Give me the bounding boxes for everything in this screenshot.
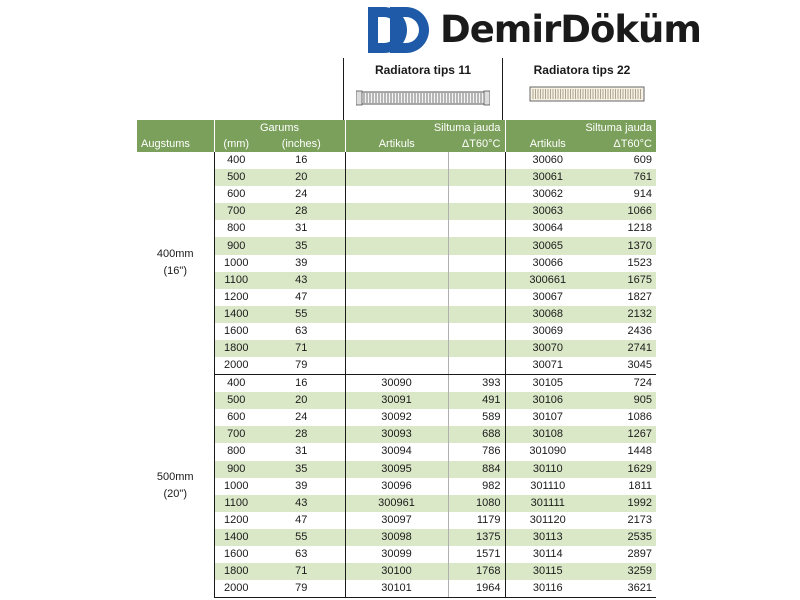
table-row (137, 323, 656, 340)
table-row (137, 306, 656, 323)
table-row (137, 186, 656, 203)
heat-output-11-cell: 589 (448, 409, 505, 426)
length-inches-cell: 35 (258, 237, 345, 254)
article-11-cell (345, 152, 448, 169)
heat-output-22-cell: 2741 (590, 340, 656, 357)
article-11-cell: 300961 (345, 495, 448, 512)
heat-output-22-cell: 1086 (590, 409, 656, 426)
article-11-cell (345, 357, 448, 375)
article-22-cell: 30069 (505, 323, 590, 340)
heat-output-22-cell: 1218 (590, 220, 656, 237)
header-augstums: Augstums (137, 136, 214, 152)
article-11-cell: 30092 (345, 409, 448, 426)
header-garums: Garums (214, 120, 345, 136)
article-22-cell: 30065 (505, 237, 590, 254)
length-inches-cell: 43 (258, 272, 345, 289)
height-group-label (137, 375, 214, 598)
length-mm-cell: 700 (214, 203, 258, 220)
length-mm-cell: 1400 (214, 306, 258, 323)
length-inches-cell: 31 (258, 443, 345, 460)
article-11-cell (345, 186, 448, 203)
table-body (137, 152, 656, 598)
length-mm-cell: 1800 (214, 340, 258, 357)
article-11-cell (345, 272, 448, 289)
article-11-cell: 30099 (345, 546, 448, 563)
length-inches-cell: 24 (258, 409, 345, 426)
length-inches-cell: 43 (258, 495, 345, 512)
brand-name: DemirDöküm (440, 8, 701, 51)
article-11-cell: 30095 (345, 461, 448, 478)
length-inches-cell: 16 (258, 375, 345, 393)
length-mm-cell: 500 (214, 169, 258, 186)
article-11-cell (345, 220, 448, 237)
heat-output-22-cell: 1370 (590, 237, 656, 254)
article-11-cell: 30094 (345, 443, 448, 460)
table-row (137, 272, 656, 289)
table-row (137, 152, 656, 169)
heat-output-11-cell (448, 220, 505, 237)
table-row (137, 220, 656, 237)
header-dt-11: ΔT60°C (448, 136, 505, 152)
length-mm-cell: 2000 (214, 357, 258, 375)
article-22-cell: 30066 (505, 255, 590, 272)
length-mm-cell: 1800 (214, 563, 258, 580)
table-row (137, 580, 656, 598)
height-inches-label: (20") (163, 488, 187, 501)
heat-output-11-cell (448, 289, 505, 306)
length-inches-cell: 55 (258, 306, 345, 323)
heat-output-11-cell (448, 203, 505, 220)
table-row (137, 340, 656, 357)
heat-output-11-cell (448, 186, 505, 203)
article-22-cell: 300661 (505, 272, 590, 289)
length-inches-cell: 39 (258, 255, 345, 272)
article-22-cell: 30068 (505, 306, 590, 323)
brand-logo (366, 4, 701, 56)
length-mm-cell: 1600 (214, 546, 258, 563)
length-inches-cell: 47 (258, 512, 345, 529)
heat-output-22-cell: 2436 (590, 323, 656, 340)
article-22-cell: 301110 (505, 478, 590, 495)
length-mm-cell: 600 (214, 409, 258, 426)
heat-output-11-cell (448, 323, 505, 340)
heat-output-22-cell: 1675 (590, 272, 656, 289)
heat-output-22-cell: 3621 (590, 580, 656, 598)
article-22-cell: 30060 (505, 152, 590, 169)
radiator-type-11-icon (356, 90, 490, 106)
article-11-cell (345, 289, 448, 306)
article-22-cell: 301111 (505, 495, 590, 512)
heat-output-22-cell: 1448 (590, 443, 656, 460)
header-dt-22: ΔT60°C (590, 136, 656, 152)
length-mm-cell: 1200 (214, 289, 258, 306)
heat-output-22-cell: 1066 (590, 203, 656, 220)
length-inches-cell: 71 (258, 563, 345, 580)
heat-output-11-cell (448, 272, 505, 289)
article-11-cell: 30096 (345, 478, 448, 495)
heat-output-22-cell: 2897 (590, 546, 656, 563)
length-mm-cell: 900 (214, 461, 258, 478)
length-mm-cell: 400 (214, 375, 258, 393)
header-inches: (inches) (258, 136, 345, 152)
heat-output-11-cell (448, 237, 505, 254)
table-row (137, 203, 656, 220)
heat-output-22-cell: 2132 (590, 306, 656, 323)
heat-output-22-cell: 761 (590, 169, 656, 186)
dd-logo-icon (366, 5, 434, 55)
length-mm-cell: 800 (214, 220, 258, 237)
article-22-cell: 301090 (505, 443, 590, 460)
heat-output-22-cell: 1523 (590, 255, 656, 272)
article-11-cell: 30090 (345, 375, 448, 393)
length-mm-cell: 2000 (214, 580, 258, 598)
heat-output-11-cell: 1964 (448, 580, 505, 598)
heat-output-22-cell: 1629 (590, 461, 656, 478)
length-inches-cell: 16 (258, 152, 345, 169)
heat-output-11-cell (448, 152, 505, 169)
article-22-cell: 30061 (505, 169, 590, 186)
heat-output-11-cell: 1571 (448, 546, 505, 563)
length-inches-cell: 28 (258, 426, 345, 443)
article-11-cell: 30093 (345, 426, 448, 443)
length-inches-cell: 63 (258, 546, 345, 563)
article-11-cell (345, 237, 448, 254)
heat-output-11-cell: 491 (448, 392, 505, 409)
length-mm-cell: 400 (214, 152, 258, 169)
article-22-cell: 30108 (505, 426, 590, 443)
heat-output-11-cell (448, 169, 505, 186)
heat-output-22-cell: 3259 (590, 563, 656, 580)
heat-output-22-cell: 1267 (590, 426, 656, 443)
length-inches-cell: 24 (258, 186, 345, 203)
article-11-cell (345, 203, 448, 220)
header-artikuls-11: Artikuls (345, 136, 448, 152)
table-row (137, 375, 656, 393)
heat-output-11-cell: 688 (448, 426, 505, 443)
heat-output-22-cell: 1992 (590, 495, 656, 512)
article-11-cell: 30100 (345, 563, 448, 580)
article-11-cell (345, 340, 448, 357)
header-siltuma-jauda-11: Siltuma jauda (345, 120, 505, 136)
table-row (137, 529, 656, 546)
table-row (137, 495, 656, 512)
height-group-label (137, 152, 214, 375)
header-siltuma-jauda-22: Siltuma jauda (505, 120, 656, 136)
article-11-cell (345, 255, 448, 272)
product-title-type-11: Radiatora tips 11 (374, 63, 472, 77)
height-inches-label: (16") (163, 265, 187, 278)
height-label: 400mm (156, 248, 194, 261)
length-mm-cell: 900 (214, 237, 258, 254)
article-22-cell: 30105 (505, 375, 590, 393)
length-mm-cell: 500 (214, 392, 258, 409)
article-22-cell: 30115 (505, 563, 590, 580)
length-inches-cell: 39 (258, 478, 345, 495)
heat-output-11-cell: 982 (448, 478, 505, 495)
heat-output-11-cell: 1375 (448, 529, 505, 546)
table-row (137, 289, 656, 306)
table-row (137, 512, 656, 529)
article-11-cell: 30098 (345, 529, 448, 546)
article-22-cell: 30110 (505, 461, 590, 478)
length-mm-cell: 1000 (214, 478, 258, 495)
table-row (137, 563, 656, 580)
header-mm: (mm) (214, 136, 258, 152)
article-22-cell: 30064 (505, 220, 590, 237)
heat-output-11-cell (448, 340, 505, 357)
heat-output-22-cell: 2173 (590, 512, 656, 529)
article-22-cell: 30062 (505, 186, 590, 203)
heat-output-22-cell: 914 (590, 186, 656, 203)
length-mm-cell: 800 (214, 443, 258, 460)
table-row (137, 169, 656, 186)
article-22-cell: 30063 (505, 203, 590, 220)
length-inches-cell: 28 (258, 203, 345, 220)
heat-output-22-cell: 2535 (590, 529, 656, 546)
length-mm-cell: 1200 (214, 512, 258, 529)
article-22-cell: 30114 (505, 546, 590, 563)
article-11-cell (345, 323, 448, 340)
table-header (137, 120, 656, 152)
heat-output-11-cell: 1080 (448, 495, 505, 512)
table-row (137, 478, 656, 495)
length-mm-cell: 1000 (214, 255, 258, 272)
table-row (137, 546, 656, 563)
length-inches-cell: 63 (258, 323, 345, 340)
length-mm-cell: 1100 (214, 272, 258, 289)
article-22-cell: 30106 (505, 392, 590, 409)
article-22-cell: 30067 (505, 289, 590, 306)
table-row (137, 357, 656, 375)
article-11-cell: 30097 (345, 512, 448, 529)
table-row (137, 461, 656, 478)
table-row (137, 237, 656, 254)
heat-output-11-cell: 1768 (448, 563, 505, 580)
length-inches-cell: 71 (258, 340, 345, 357)
heat-output-11-cell: 884 (448, 461, 505, 478)
heat-output-11-cell (448, 255, 505, 272)
length-inches-cell: 31 (258, 220, 345, 237)
length-inches-cell: 20 (258, 169, 345, 186)
height-label: 500mm (156, 471, 194, 484)
heat-output-22-cell: 1811 (590, 478, 656, 495)
radiator-type-22-icon (529, 86, 645, 102)
length-inches-cell: 35 (258, 461, 345, 478)
heat-output-22-cell: 724 (590, 375, 656, 393)
length-inches-cell: 79 (258, 580, 345, 598)
heat-output-11-cell: 393 (448, 375, 505, 393)
article-22-cell: 30071 (505, 357, 590, 375)
article-22-cell: 30116 (505, 580, 590, 598)
radiator-spec-table (137, 120, 656, 598)
article-22-cell: 30107 (505, 409, 590, 426)
heat-output-22-cell: 1827 (590, 289, 656, 306)
table-row (137, 255, 656, 272)
heat-output-11-cell: 786 (448, 443, 505, 460)
article-11-cell: 30101 (345, 580, 448, 598)
heat-output-11-cell (448, 357, 505, 375)
heat-output-22-cell: 609 (590, 152, 656, 169)
article-22-cell: 301120 (505, 512, 590, 529)
article-11-cell (345, 306, 448, 323)
product-title-type-22: Radiatora tips 22 (533, 63, 631, 77)
length-mm-cell: 1400 (214, 529, 258, 546)
article-11-cell: 30091 (345, 392, 448, 409)
heat-output-22-cell: 905 (590, 392, 656, 409)
length-inches-cell: 79 (258, 357, 345, 375)
table-row (137, 392, 656, 409)
length-mm-cell: 700 (214, 426, 258, 443)
article-22-cell: 30113 (505, 529, 590, 546)
length-mm-cell: 1600 (214, 323, 258, 340)
heat-output-22-cell: 3045 (590, 357, 656, 375)
article-22-cell: 30070 (505, 340, 590, 357)
length-inches-cell: 47 (258, 289, 345, 306)
length-inches-cell: 20 (258, 392, 345, 409)
table-row (137, 426, 656, 443)
length-mm-cell: 600 (214, 186, 258, 203)
header-artikuls-22: Artikuls (505, 136, 590, 152)
article-11-cell (345, 169, 448, 186)
heat-output-11-cell (448, 306, 505, 323)
length-mm-cell: 1100 (214, 495, 258, 512)
length-inches-cell: 55 (258, 529, 345, 546)
heat-output-11-cell: 1179 (448, 512, 505, 529)
table-row (137, 443, 656, 460)
table-row (137, 409, 656, 426)
